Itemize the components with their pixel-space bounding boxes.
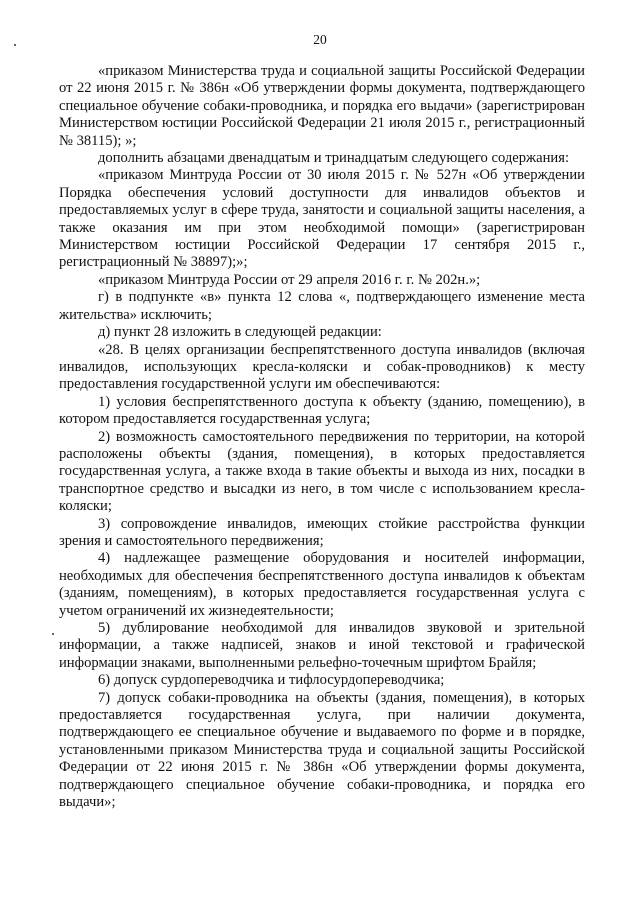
list-item-5: 5) дублирование необходимой для инвалидов звуковой и зрительной информации, а также надписей, знаков и иной текстовой и графической информации знаками, выполненными рельефно-точечным шрифтом Брайля; [59, 620, 585, 671]
list-item-2: 2) возможность самостоятельного передвижения по территории, на которой расположены объекты (здания, помещения), в которых предоставляется государственная услуга, а также входа в такие объекты и выхода из них, посадки в транспортное средство и высадки из него, в том числе с использованием кресла-коляски; [59, 428, 585, 515]
list-item-1: 1) условия беспрепятственного доступа к объекту (зданию, помещению), в котором предоставляется государственная услуга; [59, 393, 585, 428]
list-item-4: 4) надлежащее размещение оборудования и носителей информации, необходимых для обеспечения беспрепятственного доступа инвалидов к объектам (зданиям, помещениям), в которых предоставляется государственная услуга с учетом ограничений их жизнедеятельности; [59, 550, 585, 619]
page-number: 20 [313, 32, 327, 47]
scan-speck [52, 633, 54, 635]
document-body [59, 63, 585, 811]
list-item-6: 6) допуск сурдопереводчика и тифлосурдопереводчика; [98, 672, 445, 689]
paragraph-order-527n: «приказом Минтруда России от 30 июля 2015 г. № 527н «Об утверждении Порядка обеспечения условий доступности для инвалидов объектов и предоставляемых услуг в сфере труда, занятости и социальной защиты населения, а также оказания им при этом необходимой помощи» (зарегистрирован Министерством юстиции Российской Федерации 17 сентября 2015 г., регистрационный № 38897);»; [59, 167, 585, 271]
paragraph-add-paragraphs: дополнить абзацами двенадцатым и тринадцатым следующего содержания: [98, 150, 570, 167]
paragraph-subpoint-g: г) в подпункте «в» пункта 12 слова «, подтверждающего изменение места жительства» исключить; [59, 289, 585, 323]
list-item-7: 7) допуск собаки-проводника на объекты (здания, помещения), в которых предоставляется государственная услуга, при наличии документа, подтверждающего ее специальное обучение и выдаваемого по форме и в порядке, установленными приказом Министерства труда и социальной защиты Российской Федерации от 22 июня 2015 г. № 386н «Об утверждении формы документа, подтверждающего специальное обучение собаки-проводника, и порядка его выдачи»; [59, 689, 585, 811]
paragraph-order-386n: «приказом Министерства труда и социальной защиты Российской Федерации от 22 июня 2015 г. № 386н «Об утверждении формы документа, подтверждающего специальное обучение собаки-проводника, и порядка его выдачи» (зарегистрирован Министерством юстиции Российской Федерации 21 июля 2015 г., регистрационный № 38115); »; [59, 63, 585, 149]
paragraph-order-202n: «приказом Минтруда России от 29 апреля 2016 г. г. № 202н.»; [98, 271, 481, 288]
scan-speck [14, 44, 16, 46]
list-item-3: 3) сопровождение инвалидов, имеющих стойкие расстройства функции зрения и самостоятельного передвижения; [59, 515, 585, 549]
paragraph-point-28: «28. В целях организации беспрепятственного доступа инвалидов (включая инвалидов, использующих кресла-коляски и собак-проводников) к месту предоставления государственной услуги им обеспечиваются: [59, 341, 585, 393]
paragraph-subpoint-d: д) пункт 28 изложить в следующей редакции: [98, 324, 382, 341]
